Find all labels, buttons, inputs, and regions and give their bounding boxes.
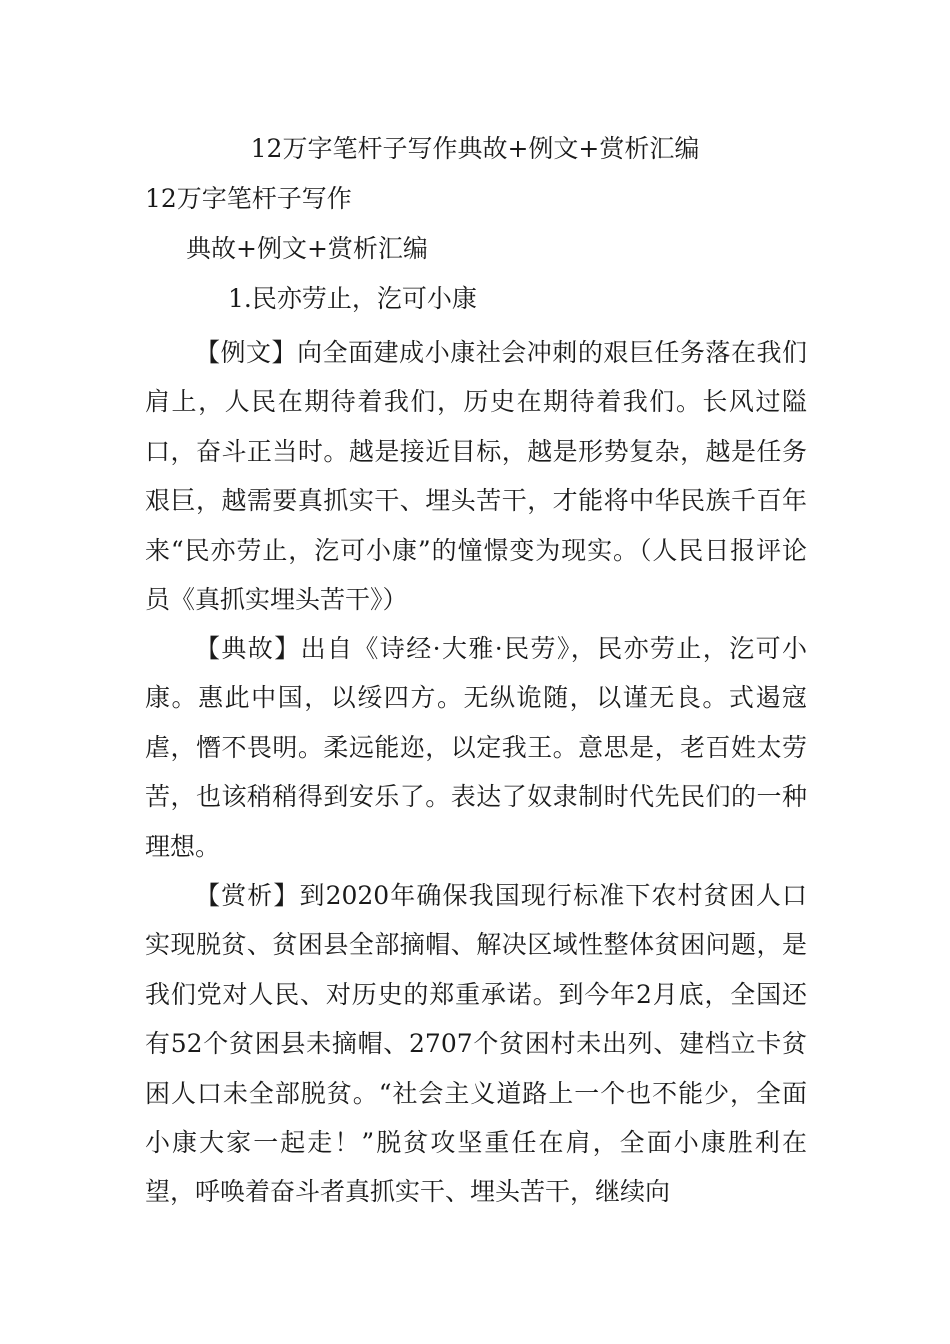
paragraph-tag: 【赏析】 xyxy=(195,881,300,910)
subtitle-line-1: 12万字笔杆子写作 xyxy=(145,184,352,213)
paragraph-example xyxy=(145,328,807,624)
paragraph-text: 到2020年确保我国现行标准下农村贫困人口实现脱贫、贫困县全部摘帽、解决区域性整体贫困问题，是我们党对人民、对历史的郑重承诺。到今年2月底，全国还有52个贫困县未摘帽、2707个贫困村未出列、建档立卡贫困人口未全部脱贫。“社会主义道路上一个也不能少，全面小康大家一起走！”脱贫攻坚重任在肩，全面小康胜利在望，呼唤着奋斗者真抓实干、埋头苦干，继续向 xyxy=(145,881,807,1207)
paragraph-allusion xyxy=(145,624,807,871)
paragraph-analysis xyxy=(145,871,807,1217)
paragraph-tag: 【例文】 xyxy=(195,338,298,367)
paragraph-text: 出自《诗经·大雅·民劳》，民亦劳止，汔可小康。惠此中国，以绥四方。无纵诡随，以谨无良。式遏寇虐，憯不畏明。柔远能迩，以定我王。意思是，老百姓太劳苦，也该稍稍得到安乐了。表达了奴隶制时代先民们的一种理想。 xyxy=(145,634,807,861)
section-heading: 1.民亦劳止，汔可小康 xyxy=(228,284,477,313)
document-title: 12万字笔杆子写作典故+例文+赏析汇编 xyxy=(250,134,700,163)
subtitle-line-2: 典故+例文+赏析汇编 xyxy=(186,234,428,263)
paragraph-text: 向全面建成小康社会冲刺的艰巨任务落在我们肩上，人民在期待着我们，历史在期待着我们。长风过隘口，奋斗正当时。越是接近目标，越是形势复杂，越是任务艰巨，越需要真抓实干、埋头苦干，才能将中华民族千百年来“民亦劳止，汔可小康”的憧憬变为现实。（人民日报评论员《真抓实埋头苦干》） xyxy=(145,338,807,615)
paragraph-tag: 【典故】 xyxy=(195,634,301,663)
